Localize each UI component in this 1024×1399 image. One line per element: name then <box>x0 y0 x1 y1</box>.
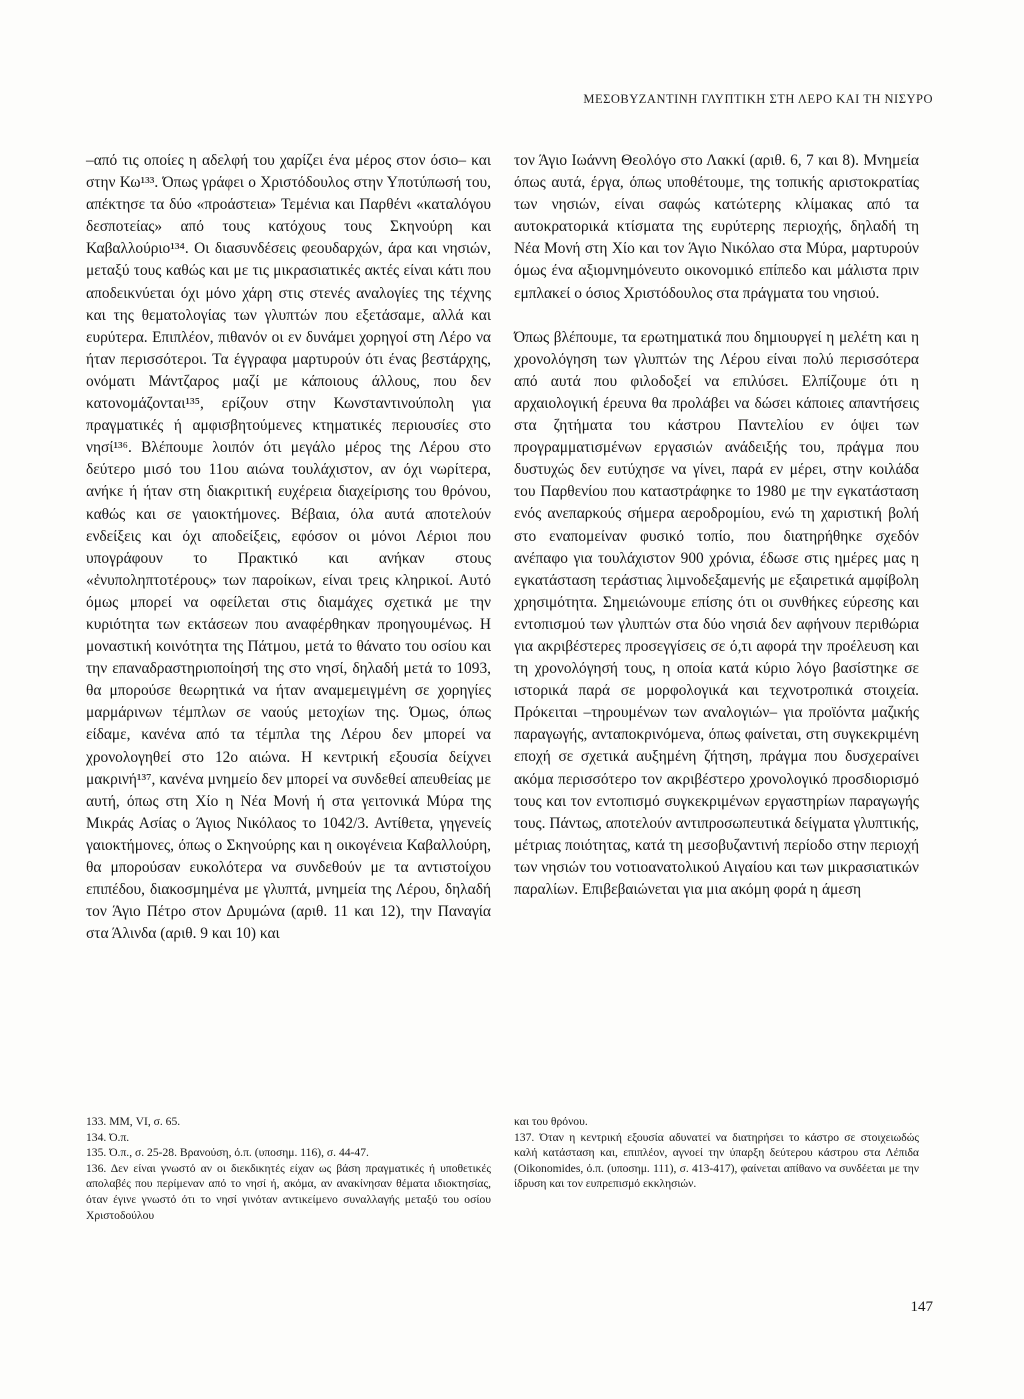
footnote: 137. Όταν η κεντρική εξουσία αδυνατεί να διατηρήσει το κάστρο σε στοιχειωδώς καλή κατάσταση και, επιπλέον, αγνοεί την ύπαρξη δεύτερου κάστρου στα Λέπιδα (Oikonomides, ό.π. (υποσημ. 111), σ. 413-417), φαίνεται απίθανο να συνδέεται με την ίδρυση και τον ευπρεπισμό εκκλησιών. <box>514 1130 919 1191</box>
page-number: 147 <box>910 1299 933 1315</box>
footnotes-right <box>514 1114 919 1192</box>
body-paragraph: Όπως βλέπουμε, τα ερωτηματικά που δημιουργεί η μελέτη και η χρονολόγηση των γλυπτών της Λέρου είναι πολύ περισσότερα από αυτά που φιλοδοξεί να επιλύσει. Ελπίζουμε ότι η αρχαιολογική έρευνα θα προλάβει να δώσει κάποιες απαντήσεις στα ζητήματα του κάστρου Παντελίου εν όψει των προγραμματισμένων εργασιών ανάδειξής του, πράγμα που δυστυχώς δεν ευτύχησε να γίνει, παρά εν μέρει, στην κοιλάδα του Παρθενίου που καταστράφηκε το 1980 με την εγκατάσταση ενός ανεπαρκούς σήμερα αεροδρομίου, ενώ τη χαριστική βολή στο εναπομείναν φυσικό τοπίο, που διατηρήθηκε σχεδόν ανέπαφο για τουλάχιστον 900 χρόνια, έδωσε στις ημέρες μας η εγκατάσταση τεράστιας λιμνοδεξαμενής με εξαιρετικά αμφίβολη χρησιμότητα. Σημειώνουμε επίσης ότι οι συνθήκες εύρεσης και εντοπισμού των γλυπτών στα δύο νησιά δεν αφήνουν περιθώρια για ακριβέστερες προσεγγίσεις σε ό,τι αφορά την προέλευση και τη χρονολόγησή τους, η οποία κατά κύριο λόγο βασίστηκε σε ιστορικά παρά σε μορφολογικά και τεχνοτροπικά στοιχεία. Πρόκειται –τηρουμένων των αναλογιών– για προϊόντα μαζικής παραγωγής, ανταποκρινόμενα, όπως φαίνεται, στη συγκεκριμένη εποχή σε σχετικά αυξημένη ζήτηση, πράγμα που δυσχεραίνει ακόμα περισσότερο τον ακριβέστερο χρονολογικό προσδιορισμό τους και τον εντοπισμό συγκεκριμένων εργαστηρίων παραγωγής τους. Πάντως, αποτελούν αντιπροσωπευτικά δείγματα γλυπτικής, μέτριας ποιότητας, κατά τη μεσοβυζαντινή περίοδο στην περιοχή των νησιών του νοτιοανατολικού Αιγαίου και των μικρασιατικών παραλίων. Επιβεβαιώνεται για μια ακόμη φορά η άμεση <box>514 328 919 898</box>
footnote: 134. Ό.π. <box>86 1130 130 1144</box>
left-text-column <box>86 150 491 945</box>
footnotes-left <box>86 1114 491 1223</box>
footnote: 135. Ό.π., σ. 25-28. Βρανούση, ό.π. (υποσημ. 116), σ. 44-47. <box>86 1146 369 1160</box>
body-paragraph: –από τις οποίες η αδελφή του χαρίζει ένα μέρος στον όσιο– και στην Κω¹³³. Όπως γράφει ο Χριστόδουλος στην Υποτύπωσή του, απέκτησε τα δύο «προάστεια» Τεμένια και Παρθένι «καταλόγου δεσποτείας» από τους κατόχους τους Σκηνούρη και Καβαλλούριο¹³⁴. Οι διασυνδέσεις φεουδαρχών, άρα και νησιών, μεταξύ τους καθώς και με τις μικρασιατικές ακτές είναι κάτι που αποδεικνύεται όχι μόνο χάρη στις στενές αναλογίες της τέχνης και της θεματολογίας των γλυπτών που εξετάσαμε, αλλά και ευρύτερα. Επιπλέον, πιθανόν οι εν δυνάμει χορηγοί στη Λέρο να ήταν περισσότεροι. Τα έγγραφα μαρτυρούν ότι ένας βεστάρχης, ονόματι Μάντζαρος μαζί με κάποιους άλλους, που δεν κατονομάζονται¹³⁵, ερίζουν στην Κωνσταντινούπολη για πραγματικές ή αμφισβητούμενες κτηματικές περιουσίες στο νησί¹³⁶. Βλέπουμε λοιπόν ότι μεγάλο μέρος της Λέρου στο δεύτερο μισό του 11ου αιώνα τουλάχιστον, αν όχι νωρίτερα, ανήκε ή ήταν στη διακριτική ευχέρεια διαχείρισης του θρόνου, καθώς και σε γαιοκτήμονες. Βέβαια, όλα αυτά αποτελούν ενδείξεις και όχι αποδείξεις, εφόσον οι μόνοι Λέριοι που υπογράφουν το Πρακτικό και ανήκαν στους «ἐνυποληπτοτέρους» των παροίκων, είναι τρεις κληρικοί. Αυτό όμως μπορεί να οφείλεται στις διαμάχες σχετικά με την κυριότητα των εκτάσεων που αναφέρθηκαν προηγουμένως. Η μοναστική κοινότητα της Πάτμου, μετά το θάνατο του οσίου και την επαναδραστηριοποίησή της στο νησί, δηλαδή μετά το 1093, θα μπορούσε θεωρητικά να ήταν αναμεμειγμένη σε χορηγίες μαρμάρινων τέμπλων σε ναούς μετοχίων της. Όμως, όπως είδαμε, κανένα από τα τέμπλα της Λέρου δεν μπορεί να χρονολογηθεί στο 12ο αιώνα. Η κεντρική εξουσία δείχνει μακρινή¹³⁷, κανένα μνημείο δεν μπορεί να συνδεθεί απευθείας με αυτή, όπως στη Χίο η Νέα Μονή ή στα γειτονικά Μύρα της Μικράς Ασίας ο Άγιος Νικόλαος το 1042/3. Αντίθετα, γηγενείς γαιοκτήμονες, όπως ο Σκηνούρης και η οικογένεια Καβαλλούρη, θα μπορούσαν ευκολότερα να συνδεθούν με τα αντιστοίχου επιπέδου, διακοσμημένα με γλυπτά, μνημεία της Λέρου, δηλαδή τον Άγιο Πέτρο στον Δρυμώνα (αριθ. 11 και 12), την Παναγία στα Άλινδα (αριθ. 9 και 10) και <box>86 152 491 943</box>
body-paragraph: τον Άγιο Ιωάννη Θεολόγο στο Λακκί (αριθ. 6, 7 και 8). Μνημεία όπως αυτά, έργα, όπως υποθέτουμε, της τοπικής αριστοκρατίας των νησιών, είναι σαφώς κατώτερης κλίμακας από τα αυτοκρατορικά κτίσματα της ευρύτερης περιοχής, δηλαδή τη Νέα Μονή στη Χίο και τον Άγιο Νικόλαο στα Μύρα, μαρτυρούν όμως ένα αξιομνημόνευτο οικονομικό επίπεδο και μάλιστα πριν εμπλακεί ο όσιος Χριστόδουλος στα πράγματα του νησιού. <box>514 152 919 302</box>
footnote: και του θρόνου. <box>514 1115 588 1128</box>
footnote: 136. Δεν είναι γνωστό αν οι διεκδικητές είχαν ως βάση πραγματικές ή υποθετικές απολαβές που περίμεναν από το νησί ή, ακόμα, αν ανακίνησαν θέματα ιδιοκτησίας, όταν έγινε γνωστό ότι το νησί γινόταν αντικείμενο συναλλαγής μεταξύ του οσίου Χριστοδούλου <box>86 1161 491 1222</box>
running-header: ΜΕΣΟΒΥΖΑΝΤΙΝΗ ΓΛΥΠΤΙΚΗ ΣΤΗ ΛΕΡΟ ΚΑΙ ΤΗ ΝΙΣΥΡΟ <box>583 92 933 106</box>
right-text-column <box>514 150 919 901</box>
footnote: 133. ΜΜ, VI, σ. 65. <box>86 1115 181 1128</box>
